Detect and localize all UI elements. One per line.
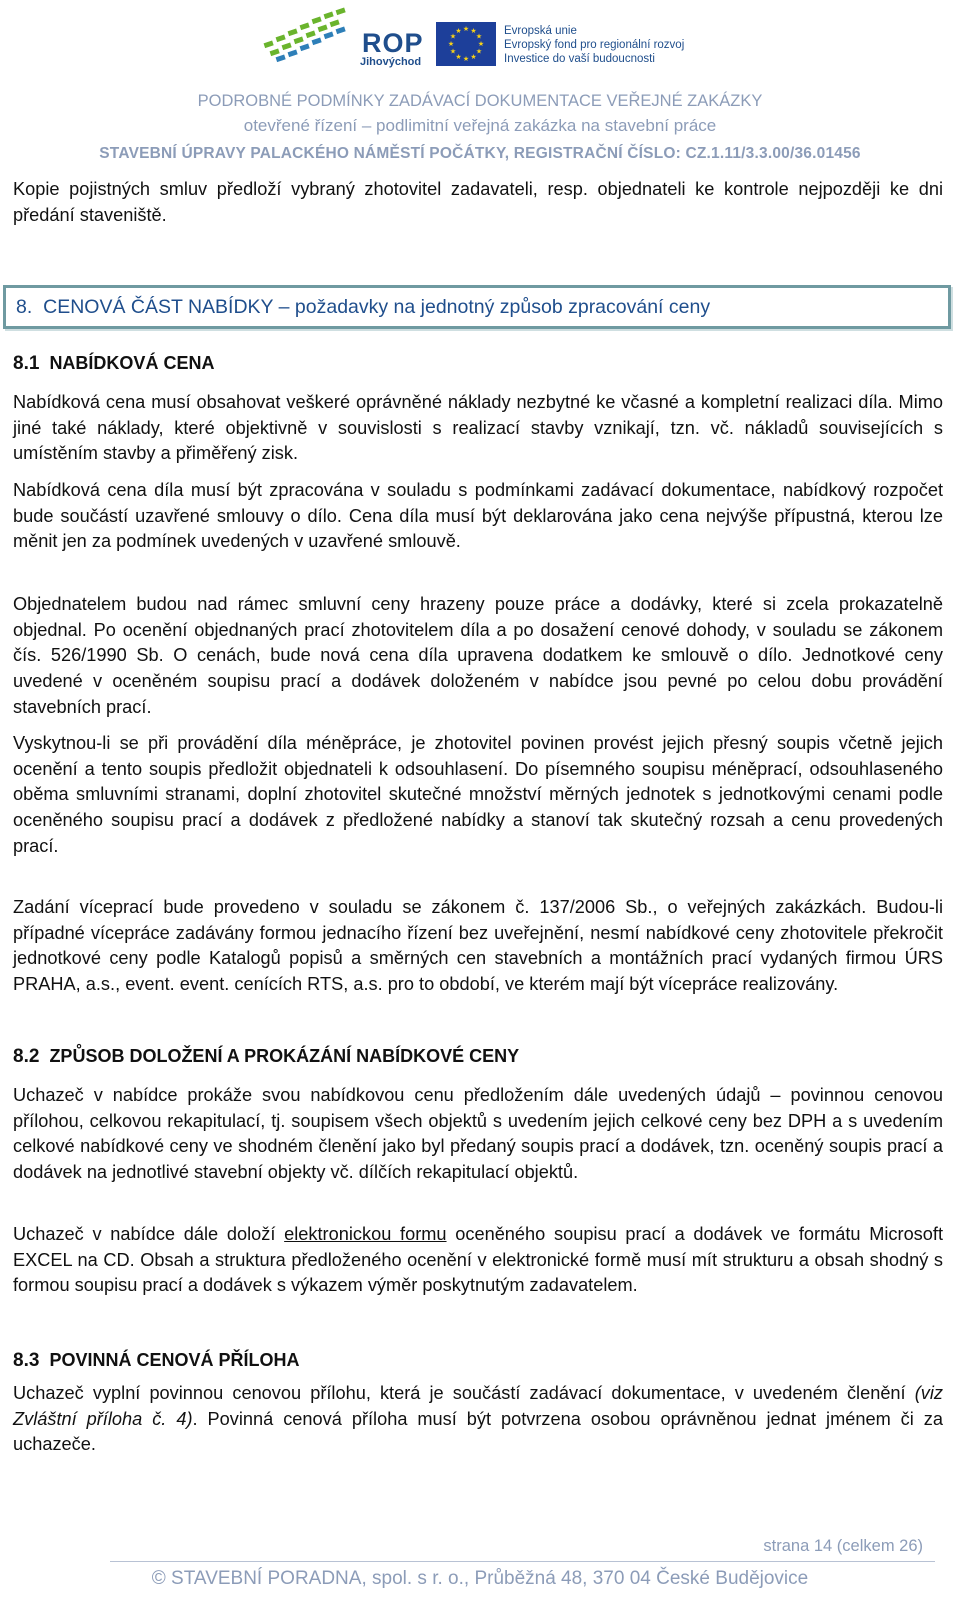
header-subtitle: otevřené řízení – podlimitní veřejná zakázka na stavební práce	[243, 116, 717, 135]
heading-8-3-title: POVINNÁ CENOVÁ PŘÍLOHA	[49, 1350, 300, 1370]
section-8-number: 8.	[16, 296, 33, 318]
heading-8-1-number: 8.1	[13, 353, 40, 374]
heading-8-2-number: 8.2	[13, 1046, 40, 1067]
heading-8-3-number: 8.3	[13, 1350, 40, 1371]
header-title: PODROBNÉ PODMÍNKY ZADÁVACÍ DOKUMENTACE VEŘEJNÉ ZAKÁZKY	[197, 92, 763, 110]
s82-paragraph-1: Uchazeč v nabídce prokáže svou nabídkovou cenu předložením dále uvedených údajů – povinnou cenovou přílohou, celkovou rekapitulací, tj. soupisem všech objektů s uvedením jejich celkové ceny bez DPH a s uvedením celkové nabídkové ceny ve shodném členění jako byl předaný soupis prací a dodávek, tzn. oceněný soupis prací a dodávek na jednotlivé stavební objekty vč. dílčích rekapitulací objektů.	[13, 1085, 943, 1183]
heading-8-3	[13, 1350, 299, 1372]
eu-line: Evropská unie	[504, 25, 577, 37]
svg-text:★: ★	[449, 32, 457, 41]
section-8-title-rest: – požadavky na jednotný způsob zpracování ceny	[278, 296, 711, 318]
rop-logo-text: ROP	[362, 28, 424, 58]
s81-paragraph-3: Objednatelem budou nad rámec smluvní ceny hrazeny pouze práce a dodávky, které si zcela prokazatelně objednal. Po ocenění objednaných prací zhotovitelem díla a po dosažení cenové dohody, v souladu se zákonem čís. 526/1990 Sb. O cenách, bude nová cena díla upravena dodatkem ke smlouvě o dílo. Jednotkové ceny uvedené v oceněném soupisu prací a dodávek doloženém v nabídce jsou pevné po celou dobu provádění stavebních prací.	[13, 594, 943, 717]
s81-paragraph-5: Zadání víceprací bude provedeno v souladu se zákonem č. 137/2006 Sb., o veřejných zakázkách. Budou-li případné vícepráce zadávány formou jednacího řízení bez uveřejnění, nesmí nabídkové ceny zhotovitele překročit jednotkové ceny podle Katalogů popisů a směrných cen stavebních a montážních prací vydaných firmou ÚRS PRAHA, a.s., event. event. cenících RTS, a.s. pro to období, ve kterém mají být vícepráce realizovány.	[13, 897, 943, 995]
rop-swoosh-logo	[262, 6, 362, 66]
svg-text:★: ★	[470, 27, 477, 35]
s81-paragraph-4: Vyskytnou-li se při provádění díla méněpráce, je zhotovitel povinen provést jejich přesný soupis včetně jejich ocenění a tento soupis předložit objednateli k odsouhlasení. Do písemného soupisu méněprací, odsouhlaseného oběma smluvními stranami, doplní zhotovitel skutečné množství měrných jednotek s jednotkovými cenami podle oceněného soupisu prací a dodávek z předložené nabídky a stanoví tak skutečný rozsah a cenu provedených prací.	[13, 733, 943, 856]
svg-text:★: ★	[447, 40, 455, 48]
s82-p2-before: Uchazeč v nabídce dále doloží	[13, 1224, 285, 1244]
section-8-heading-box	[3, 285, 951, 329]
eu-fund-text	[504, 24, 684, 66]
s82-p2-after: oceněného soupisu prací a dodávek ve formátu Microsoft EXCEL na CD. Obsah a struktura předloženého ocenění v elektronické formě musí mít strukturu a obsah shodný s formou soupisu prací a dodávek s výkazem výměr poskytnutým zadavatelem.	[13, 1224, 944, 1296]
svg-text:★: ★	[477, 40, 485, 48]
svg-text:★: ★	[475, 47, 483, 56]
svg-text:★: ★	[470, 53, 477, 61]
footer-copyright: © STAVEBNÍ PORADNA, spol. s r. o., Průběžná 48, 370 04 České Budějovice	[151, 1568, 809, 1589]
svg-text:★: ★	[462, 25, 470, 33]
s83-p1-italic: (viz Zvláštní příloha č. 4)	[13, 1383, 943, 1429]
eu-line: Investice do vaší budoucnosti	[504, 53, 655, 65]
svg-text:★: ★	[455, 27, 462, 35]
s83-paragraph-1	[13, 1381, 943, 1458]
section-8-title	[16, 296, 710, 319]
s82-paragraph-2	[13, 1222, 943, 1299]
header-logos	[262, 6, 702, 72]
eu-line: Evropský fond pro regionální rozvoj	[504, 39, 685, 51]
s81-paragraph-2: Nabídková cena díla musí být zpracována v souladu s podmínkami zadávací dokumentace, nabídkový rozpočet bude součástí uzavřené smlouvy o dílo. Cena díla musí být deklarována jako cena nejvýše přípustná, kterou lze měnit jen za podmínek uvedených v uzavřené smlouvě.	[13, 480, 943, 552]
svg-text:★: ★	[475, 32, 483, 41]
s81-paragraph-1: Nabídková cena musí obsahovat veškeré oprávněné náklady nezbytné ke včasné a kompletní realizaci díla. Mimo jiné také náklady, které objektivně v souvislosti s realizací stavby vznikají, tzn. vč. nákladů souvisejících s umístěním stavby a přiměřený zisk.	[13, 392, 943, 464]
section-8-title-caps: CENOVÁ ČÁST NABÍDKY	[43, 296, 274, 318]
footer-divider	[110, 1561, 935, 1562]
svg-text:★: ★	[455, 53, 462, 61]
svg-text:★: ★	[462, 55, 470, 63]
page-number: strana 14 (celkem 26)	[763, 1537, 923, 1555]
heading-8-2	[13, 1046, 519, 1068]
heading-8-2-title: ZPŮSOB DOLOŽENÍ A PROKÁZÁNÍ NABÍDKOVÉ CENY	[49, 1046, 520, 1066]
rop-logo-region: Jihovýchod	[360, 56, 422, 68]
s83-p1-after: . Povinná cenová příloha musí být potvrzena osobou oprávněnou jednat jménem či za uchazeče.	[13, 1408, 943, 1455]
electronic-form-link[interactable]: elektronickou formu	[284, 1224, 447, 1244]
intro-paragraph: Kopie pojistných smluv předloží vybraný zhotovitel zadavateli, resp. objednateli ke kontrole nejpozději ke dni předání staveniště.	[13, 179, 943, 225]
header-project: STAVEBNÍ ÚPRAVY PALACKÉHO NÁMĚSTÍ POČÁTKY, REGISTRAČNÍ ČÍSLO: CZ.1.11/3.3.00/36.01456	[99, 145, 861, 162]
heading-8-1	[13, 353, 214, 375]
heading-8-1-title: NABÍDKOVÁ CENA	[49, 353, 215, 373]
svg-text:★: ★	[449, 47, 457, 56]
s83-p1-before: Uchazeč vyplní povinnou cenovou přílohu, která je součástí zadávací dokumentace, v uvedeném členění	[13, 1383, 915, 1403]
eu-flag-icon	[436, 22, 496, 66]
